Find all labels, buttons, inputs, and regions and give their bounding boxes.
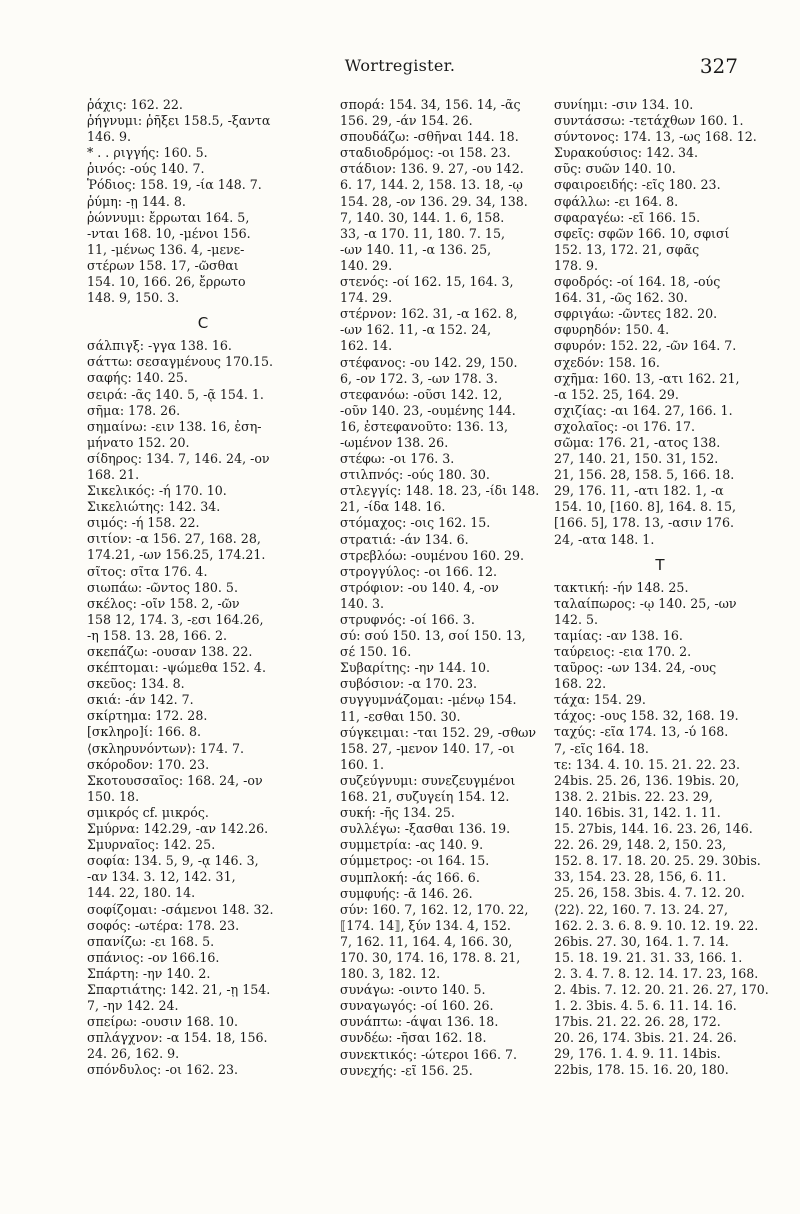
index-entry-line: 21, -ίδα 148. 16.	[340, 499, 446, 515]
index-entry-line: σκιά: -άν 142. 7.	[87, 692, 194, 708]
index-entry-line: 158 12, 174. 3, -εσι 164.26,	[87, 611, 264, 627]
index-entry-line: 24bis. 25. 26, 136. 19bis. 20,	[554, 772, 740, 788]
index-entry-line: σμικρός cf. μικρός.	[87, 804, 209, 820]
index-entry-line: 16, ἐστεφανοῦτο: 136. 13,	[340, 418, 508, 434]
index-entry-line: 24, -ατα 148. 1.	[554, 531, 655, 547]
index-entry-line: ῥάχις: 162. 22.	[87, 97, 183, 112]
index-entry-line: -οῦν 140. 23, -ουμένης 144.	[340, 402, 516, 418]
index-entry-line: σύ: σού 150. 13, σοί 150. 13,	[340, 628, 526, 644]
index-entry-line: -α 152. 25, 164. 29.	[554, 386, 679, 402]
index-entry-line: σφαιροειδής: -εῖς 180. 23.	[554, 177, 721, 193]
index-entry-line: 160. 1.	[340, 756, 385, 772]
index-entry-line: 168. 22.	[554, 676, 607, 692]
index-entry-line: σιμός: -ή 158. 22.	[87, 515, 200, 531]
index-entry-line: 154. 10, 166. 26, ἔρρωτο	[87, 274, 246, 290]
index-entry-line: σφυρηδόν: 150. 4.	[554, 322, 670, 338]
index-entry-line: σῆμα: 178. 26.	[87, 402, 181, 418]
index-entry-line: συντάσσω: -τετάχθων 160. 1.	[554, 113, 744, 129]
index-entry-line: σύμμετρος: -οι 164. 15.	[340, 853, 490, 869]
index-entry-line: 7, 140. 30, 144. 1. 6, 158.	[340, 209, 505, 225]
index-entry-line: συμπλοκή: -άς 166. 6.	[340, 869, 480, 885]
index-entry-line: σοφίζομαι: -σάμενοι 148. 32.	[87, 901, 274, 917]
index-entry-line: 22bis, 178. 15. 16. 20, 180.	[554, 1062, 729, 1078]
index-entry-line: 15. 27bis, 144. 16. 23. 26, 146.	[554, 821, 753, 837]
index-entry-line: 7, -ην 142. 24.	[87, 998, 179, 1014]
index-entry-line: σκέπτομαι: -ψώμεθα 152. 4.	[87, 660, 266, 676]
index-entry-line: ⟦174. 14⟧, ξύν 134. 4, 152.	[340, 917, 511, 933]
index-column-left	[87, 97, 319, 1079]
index-entry-line: σοφός: -ωτέρα: 178. 23.	[87, 917, 240, 933]
index-entry-line: 24. 26, 162. 9.	[87, 1046, 180, 1062]
index-entry-line: σύγκειμαι: -ται 152. 29, -σθων	[340, 724, 537, 740]
section-letter: T	[655, 555, 665, 574]
index-entry-line: σίδηρος: 134. 7, 146. 24, -ον	[87, 450, 270, 466]
index-entry-line: στεφανόω: -οῦσι 142. 12,	[340, 386, 503, 402]
index-entry-line: Συβαρίτης: -ην 144. 10.	[340, 660, 491, 676]
index-entry-line: 33, 154. 23. 28, 156, 6. 11.	[554, 869, 727, 885]
index-entry-line: [σκληρο]ί: 166. 8.	[87, 724, 202, 740]
index-entry-line: σιωπάω: -ῶντος 180. 5.	[87, 579, 238, 595]
index-entry-line: 152. 13, 172. 21, σφᾶς	[554, 241, 700, 257]
index-entry-line: [166. 5], 178. 13, -ασιν 176.	[554, 515, 734, 531]
index-entry-line: συνεχής: -εῖ 156. 25.	[340, 1062, 473, 1078]
index-entry-line: στέφω: -οι 176. 3.	[340, 451, 455, 467]
index-entry-line: συζεύγνυμι: συνεζευγμένοι	[340, 772, 516, 788]
index-entry-line: 162. 2. 3. 6. 8. 9. 10. 12. 19. 22.	[554, 917, 759, 933]
index-entry-line: σφριγάω: -ῶντες 182. 20.	[554, 306, 718, 322]
index-entry-line: Σμυρναῖος: 142. 25.	[87, 837, 216, 853]
index-entry-line: 20. 26, 174. 3bis. 21. 24. 26.	[554, 1030, 737, 1046]
index-entry-line: σκίρτημα: 172. 28.	[87, 708, 208, 724]
index-entry-line: 140. 3.	[340, 595, 385, 611]
index-entry-line: Σπάρτη: -ην 140. 2.	[87, 965, 211, 981]
index-entry-line: συμμετρία: -ας 140. 9.	[340, 837, 484, 853]
index-entry-line: Ῥόδιος: 158. 19, -ία 148. 7.	[87, 177, 262, 193]
index-entry-line: 11, -εσθαι 150. 30.	[340, 708, 461, 724]
index-entry-line: σπουδάζω: -σθῆναι 144. 18.	[340, 129, 519, 145]
index-entry-line: στέρνον: 162. 31, -α 162. 8,	[340, 306, 518, 322]
index-entry-line: σκόροδον: 170. 23.	[87, 756, 210, 772]
index-entry-line: σχολαῖος: -οι 176. 17.	[554, 418, 695, 434]
index-entry-line: σοφία: 134. 5, 9, -ᾳ 146. 3,	[87, 853, 259, 869]
index-entry-line: * . . ριγγής: 160. 5.	[87, 145, 208, 161]
index-entry-line: 146. 9.	[87, 129, 132, 145]
index-entry-line: 156. 29, -άν 154. 26.	[340, 113, 473, 129]
index-entry-line: στρυφνός: -οί 166. 3.	[340, 612, 475, 627]
index-entry-line: 27, 140. 21, 150. 31, 152.	[554, 451, 719, 467]
index-entry-line: σπλάγχνον: -α 154. 18, 156.	[87, 1030, 268, 1046]
index-entry-line: σχῆμα: 160. 13, -ατι 162. 21,	[554, 370, 740, 386]
index-entry-line: 154. 10, [160. 8], 164. 8. 15,	[554, 499, 737, 515]
index-entry-line: 164. 31, -ῶς 162. 30.	[554, 290, 688, 306]
index-entry-line: -η 158. 13. 28, 166. 2.	[87, 627, 227, 643]
index-entry-line: 6, -ον 172. 3, -ων 178. 3.	[340, 370, 498, 386]
index-entry-line: 180. 3, 182. 12.	[340, 966, 441, 982]
index-entry-line: σφεῖς: σφῶν 166. 10, σφισί	[554, 225, 730, 241]
index-entry-line: σφυρόν: 152. 22, -ῶν 164. 7.	[554, 338, 737, 354]
index-entry-line: 152. 8. 17. 18. 20. 25. 29. 30bis.	[554, 853, 761, 869]
index-entry-line: ῥινός: -ούς 140. 7.	[87, 161, 205, 177]
index-entry-line: 11, -μένως 136. 4, -μενε-	[87, 241, 245, 257]
index-entry-line: συναγωγός: -οί 160. 26.	[340, 998, 494, 1014]
index-entry-line: 25. 26, 158. 3bis. 4. 7. 12. 20.	[554, 885, 745, 901]
index-entry-line: 170. 30, 174. 16, 178. 8. 21,	[340, 949, 521, 965]
index-entry-line: στενός: -οί 162. 15, 164. 3,	[340, 274, 514, 290]
index-entry-line: συνδέω: -ῆσαι 162. 18.	[340, 1030, 487, 1046]
index-entry-line: στέφανος: -ου 142. 29, 150.	[340, 354, 518, 370]
index-entry-line: 174. 29.	[340, 290, 393, 306]
index-entry-line: συνάπτω: -άψαι 136. 18.	[340, 1014, 499, 1030]
index-entry-line: σκεῦος: 134. 8.	[87, 676, 185, 692]
index-entry-line: σπάνιος: -ον 166.16.	[87, 949, 220, 965]
index-entry-line: τάχος: -ους 158. 32, 168. 19.	[554, 708, 739, 724]
index-entry-line: στιλπνός: -ούς 180. 30.	[340, 467, 490, 483]
index-entry-line: συλλέγω: -ξασθαι 136. 19.	[340, 821, 511, 837]
index-entry-line: 178. 9.	[554, 257, 599, 273]
index-entry-line: ⟨σκληρυνόντων⟩: 174. 7.	[87, 740, 244, 756]
index-entry-line: 2. 4bis. 7. 12. 20. 21. 26. 27, 170.	[554, 981, 769, 997]
page-number: 327	[699, 54, 738, 78]
index-entry-line: σῦς: συῶν 140. 10.	[554, 161, 676, 177]
index-entry-line: συγγυμνάζομαι: -μένῳ 154.	[340, 692, 517, 708]
index-entry-line: στρατιά: -άν 134. 6.	[340, 531, 469, 547]
index-entry-line: Σπαρτιάτης: 142. 21, -ῃ 154.	[87, 981, 271, 997]
index-entry-line: 168. 21, συζυγείη 154. 12.	[340, 789, 510, 805]
index-entry-line: σπανίζω: -ει 168. 5.	[87, 933, 215, 949]
index-entry-line: 2. 3. 4. 7. 8. 12. 14. 17. 23, 168.	[554, 965, 759, 981]
index-entry-line: -ωμένον 138. 26.	[340, 434, 449, 450]
index-entry-line: 168. 21.	[87, 466, 140, 482]
index-entry-line: 144. 22, 180. 14.	[87, 885, 196, 901]
index-entry-line: -ων 162. 11, -α 152. 24,	[340, 322, 492, 338]
index-entry-line: σφάλλω: -ει 164. 8.	[554, 193, 679, 209]
index-entry-line: 162. 14.	[340, 338, 393, 354]
index-entry-line: ταῦρος: -ων 134. 24, -ους	[554, 660, 717, 676]
running-title: Wortregister.	[344, 56, 456, 75]
index-entry-line: σύντονος: 174. 13, -ως 168. 12.	[554, 129, 757, 145]
index-entry-line: Συρακούσιος: 142. 34.	[554, 145, 699, 161]
index-entry-line: ῥήγνυμι: ῥῆξει 158.5, -ξαντα	[87, 113, 271, 129]
index-column-right	[554, 97, 769, 1079]
index-entry-line: 22. 26. 29, 148. 2, 150. 23,	[554, 837, 727, 853]
index-entry-line: 26bis. 27. 30, 164. 1. 7. 14.	[554, 933, 729, 949]
index-entry-line: σῖτος: σῖτα 176. 4.	[87, 563, 208, 579]
index-entry-line: Σμύρνα: 142.29, -αν 142.26.	[87, 821, 269, 837]
index-entry-line: Σικελικός: -ή 170. 10.	[87, 483, 227, 499]
index-entry-line: στλεγγίς: 148. 18. 23, -ίδι 148.	[340, 483, 540, 499]
index-entry-line: στόμαχος: -οις 162. 15.	[340, 515, 491, 531]
index-entry-line: -ων 140. 11, -α 136. 25,	[340, 241, 492, 257]
index-entry-line: σῶμα: 176. 21, -ατος 138.	[554, 434, 721, 450]
index-entry-line: συβόσιον: -α 170. 23.	[340, 676, 477, 692]
index-entry-line: 138. 2. 21bis. 22. 23. 29,	[554, 788, 713, 804]
index-entry-line: συνίημι: -σιν 134. 10.	[554, 97, 694, 112]
index-entry-line: -νται 168. 10, -μένοι 156.	[87, 225, 251, 241]
index-entry-line: μήνατο 152. 20.	[87, 434, 190, 450]
index-entry-line: σημαίνω: -ειν 138. 16, ἐση-	[87, 418, 262, 434]
index-entry-line: σιτίον: -α 156. 27, 168. 28,	[87, 531, 261, 547]
index-entry-line: συκή: -ῆς 134. 25.	[340, 805, 455, 821]
index-entry-line: 15. 18. 19. 21. 31. 33, 166. 1.	[554, 949, 743, 965]
index-entry-line: σταδιοδρόμος: -οι 158. 23.	[340, 145, 511, 161]
index-entry-line: 140. 29.	[340, 257, 393, 273]
index-column-middle	[340, 97, 540, 1079]
index-entry-line: ῥύμη: -ῃ 144. 8.	[87, 193, 186, 209]
index-entry-line: 150. 18.	[87, 788, 140, 804]
index-entry-line: στρογγύλος: -οι 166. 12.	[340, 563, 497, 579]
index-entry-line: 21, 156. 28, 158. 5, 166. 18.	[554, 467, 735, 483]
index-entry-line: σφοδρός: -οί 164. 18, -ούς	[554, 274, 721, 290]
index-entry-line: στέρων 158. 17, -ῶσθαι	[87, 257, 239, 273]
index-entry-line: 6. 17, 144. 2, 158. 13. 18, -ῳ	[340, 177, 523, 193]
index-entry-line: σφαραγέω: -εῖ 166. 15.	[554, 209, 701, 225]
index-entry-line: σύν: 160. 7, 162. 12, 170. 22,	[340, 901, 529, 917]
index-entry-line: Σκοτουσσαῖος: 168. 24, -ον	[87, 772, 263, 788]
index-entry-line: στρεβλόω: -ουμένου 160. 29.	[340, 547, 525, 563]
index-entry-line: 7, -εῖς 164. 18.	[554, 740, 649, 756]
index-entry-line: ταμίας: -αν 138. 16.	[554, 627, 683, 643]
index-entry-line: Σικελιώτης: 142. 34.	[87, 499, 221, 515]
index-entry-line: 148. 9, 150. 3.	[87, 290, 180, 306]
index-entry-line: σάττω: σεσαγμένους 170.15.	[87, 354, 274, 370]
index-entry-line: σειρά: -ᾶς 140. 5, -ᾷ 154. 1.	[87, 386, 264, 402]
index-entry-line: σκεπάζω: -ουσαν 138. 22.	[87, 644, 253, 659]
index-entry-line: τάχα: 154. 29.	[554, 692, 646, 708]
index-entry-line: σπορά: 154. 34, 156. 14, -ᾶς	[340, 97, 521, 112]
index-entry-line: 33, -α 170. 11, 180. 7. 15,	[340, 225, 505, 241]
page-header	[0, 50, 800, 86]
index-entry-line: συνάγω: -οιντο 140. 5.	[340, 982, 486, 998]
index-entry-line: σχιζίας: -αι 164. 27, 166. 1.	[554, 402, 733, 418]
index-entry-line: ⟨22⟩. 22, 160. 7. 13. 24. 27,	[554, 901, 729, 917]
section-letter: C	[197, 314, 209, 333]
index-entry-line: συνεκτικός: -ώτεροι 166. 7.	[340, 1046, 517, 1062]
index-entry-line: 29, 176. 11, -ατι 182. 1, -α	[554, 483, 724, 499]
index-entry-line: σάλπιγξ: -γγα 138. 16.	[87, 338, 232, 354]
index-entry-line: συμφυής: -ᾶ 146. 26.	[340, 885, 473, 901]
index-entry-line: σαφής: 140. 25.	[87, 370, 188, 386]
index-entry-line: ταχύς: -εῖα 174. 13, -ύ 168.	[554, 724, 729, 740]
index-entry-line: -αν 134. 3. 12, 142. 31,	[87, 869, 236, 885]
index-entry-line: σπόνδυλος: -οι 162. 23.	[87, 1062, 239, 1078]
index-entry-line: ταλαίπωρος: -ῳ 140. 25, -ων	[554, 595, 737, 611]
index-entry-line: σπείρω: -ουσιν 168. 10.	[87, 1014, 239, 1030]
index-entry-line: ταύρειος: -εια 170. 2.	[554, 644, 692, 659]
index-entry-line: ῥώννυμι: ἔρρωται 164. 5,	[87, 209, 250, 225]
index-entry-line: 17bis. 21. 22. 26. 28, 172.	[554, 1014, 721, 1030]
index-entry-line: 158. 27, -μενον 140. 17, -οι	[340, 740, 515, 756]
index-entry-line: σκέλος: -οῖν 158. 2, -ῶν	[87, 595, 240, 611]
index-entry-line: στρόφιον: -ου 140. 4, -ον	[340, 579, 499, 595]
index-entry-line: 7, 162. 11, 164. 4, 166. 30,	[340, 933, 513, 949]
index-entry-line: 174.21, -ων 156.25, 174.21.	[87, 547, 266, 563]
index-entry-line: τε: 134. 4. 10. 15. 21. 22. 23.	[554, 756, 740, 772]
index-entry-line: σχεδόν: 158. 16.	[554, 354, 660, 370]
index-entry-line: 154. 28, -ον 136. 29. 34, 138.	[340, 193, 528, 209]
index-entry-line: 140. 16bis. 31, 142. 1. 11.	[554, 804, 721, 820]
index-entry-line: 29, 176. 1. 4. 9. 11. 14bis.	[554, 1046, 721, 1062]
index-entry-line: τακτική: -ήν 148. 25.	[554, 579, 689, 595]
index-entry-line: στάδιον: 136. 9. 27, -ου 142.	[340, 161, 524, 177]
index-entry-line: 1. 2. 3bis. 4. 5. 6. 11. 14. 16.	[554, 998, 737, 1014]
index-entry-line: 142. 5.	[554, 611, 599, 627]
index-entry-line: σέ 150. 16.	[340, 644, 412, 660]
